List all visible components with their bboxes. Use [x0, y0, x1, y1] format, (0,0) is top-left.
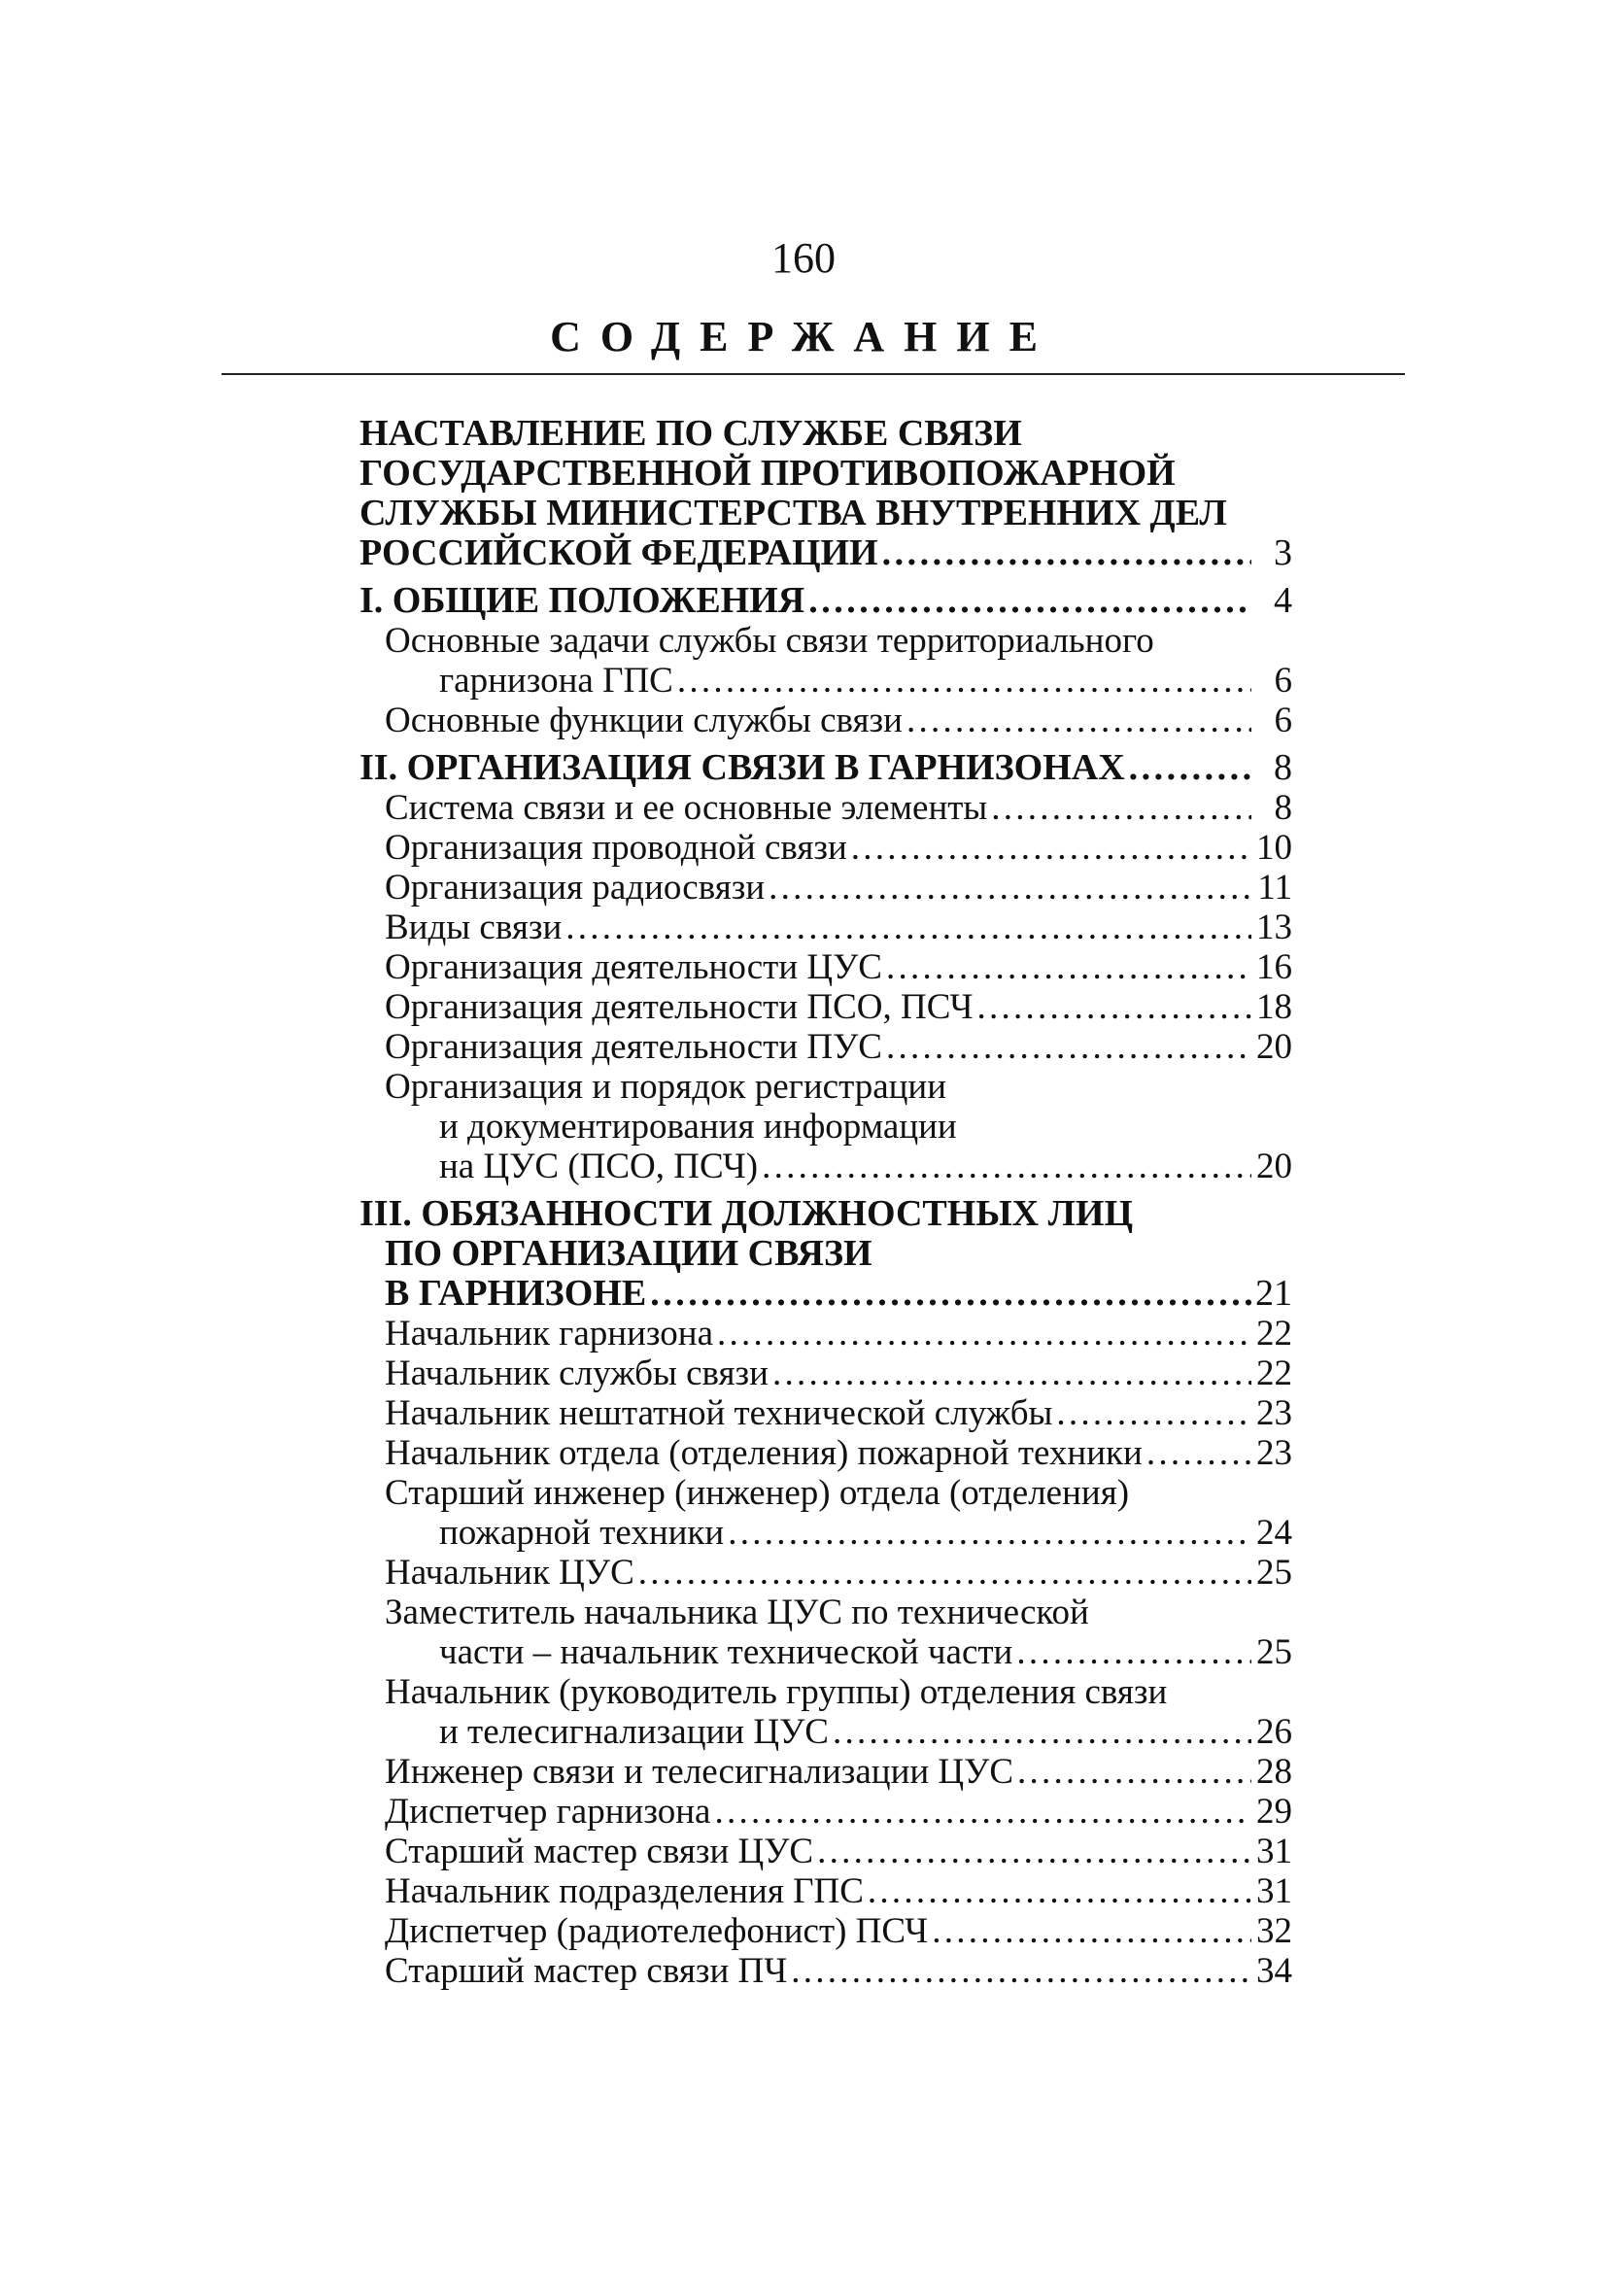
toc-entry-line: Основные задачи службы связи территориального	[385, 621, 1154, 661]
toc-entry-title: Начальник службы связи	[385, 1354, 769, 1393]
toc-page-number: 4	[1274, 580, 1292, 621]
dot-leader	[808, 581, 1251, 621]
toc-entry-title: Начальник ЦУС	[385, 1553, 634, 1593]
dot-leader	[882, 533, 1251, 573]
toc-entry	[359, 1473, 1292, 1553]
toc-entry-title: Старший мастер связи ЦУС	[385, 1832, 814, 1871]
dot-leader	[769, 868, 1251, 908]
toc-entry-title: Диспетчер гарнизона	[385, 1792, 711, 1832]
dot-leader	[1129, 748, 1251, 788]
toc-page-number: 25	[1256, 1553, 1292, 1593]
toc-page-number: 8	[1274, 788, 1292, 828]
toc-entry-title: I. ОБЩИЕ ПОЛОЖЕНИЯ	[359, 580, 805, 621]
toc-page-number: 26	[1256, 1712, 1292, 1752]
toc-entry-title: II. ОРГАНИЗАЦИЯ СВЯЗИ В ГАРНИЗОНАХ	[359, 747, 1125, 788]
toc-page-number: 10	[1256, 828, 1292, 868]
toc-entry	[359, 1911, 1292, 1951]
toc-entry-title: Организация деятельности ПСО, ПСЧ	[385, 987, 974, 1027]
toc-entry-title: В ГАРНИЗОНЕ	[385, 1273, 647, 1314]
toc-page-number: 23	[1256, 1433, 1292, 1473]
toc-entry	[359, 828, 1292, 868]
toc-page-number: 24	[1256, 1513, 1292, 1553]
toc-entry-line: Старший инженер (инженер) отдела (отделения)	[385, 1473, 1130, 1513]
toc-entry	[359, 1553, 1292, 1593]
dot-leader	[565, 908, 1251, 947]
toc-page-number: 8	[1274, 747, 1292, 788]
toc-entry	[359, 1792, 1292, 1832]
toc-entry-line: ГОСУДАРСТВЕННОЙ ПРОТИВОПОЖАРНОЙ	[359, 453, 1176, 494]
toc-page-number: 28	[1256, 1752, 1292, 1792]
toc-page-number: 22	[1256, 1354, 1292, 1393]
toc-entry-title: гарнизона ГПС	[439, 661, 673, 701]
dot-leader	[714, 1792, 1251, 1832]
toc-entry-title: Диспетчер (радиотелефонист) ПСЧ	[385, 1911, 929, 1951]
dot-leader	[886, 1027, 1251, 1067]
toc-page-number: 29	[1256, 1792, 1292, 1832]
toc-entry	[359, 1832, 1292, 1871]
dot-leader	[868, 1871, 1251, 1911]
toc-entry	[359, 1433, 1292, 1473]
toc-entry-title: Виды связи	[385, 908, 563, 947]
toc-page-number: 20	[1256, 1147, 1292, 1186]
toc-entry	[359, 788, 1292, 828]
toc-entry-title: Организация деятельности ЦУС	[385, 947, 882, 987]
dot-leader	[728, 1513, 1251, 1553]
toc-entry-title: Организация деятельности ПУС	[385, 1027, 882, 1067]
toc-page-number: 25	[1256, 1632, 1292, 1672]
dot-leader	[1016, 1632, 1251, 1672]
toc-entry	[359, 1393, 1292, 1433]
toc-entry-line: и документирования информации	[439, 1107, 957, 1147]
dot-leader	[1017, 1752, 1251, 1792]
toc-entry-title: Начальник нештатной технической службы	[385, 1393, 1053, 1433]
toc-entry	[359, 868, 1292, 908]
toc-page-number: 6	[1274, 701, 1292, 740]
toc-entry	[359, 1593, 1292, 1672]
toc-page-number: 23	[1256, 1393, 1292, 1433]
page-title: СОДЕРЖАНИЕ	[550, 313, 1057, 360]
toc-entry-title: РОССИЙСКОЙ ФЕДЕРАЦИИ	[359, 532, 878, 573]
toc-entry	[359, 1871, 1292, 1911]
toc-entry-title: Начальник гарнизона	[385, 1314, 714, 1354]
toc-page-number: 18	[1256, 987, 1292, 1027]
toc-entry	[359, 414, 1292, 573]
toc-entry	[359, 1752, 1292, 1792]
toc-entry	[359, 621, 1292, 701]
dot-leader	[772, 1354, 1251, 1393]
toc-entry	[359, 908, 1292, 947]
dot-leader	[833, 1712, 1251, 1752]
toc-entry-line: ПО ОРГАНИЗАЦИИ СВЯЗИ	[385, 1233, 872, 1274]
dot-leader	[886, 947, 1251, 987]
toc-entry-line: Заместитель начальника ЦУС по технической	[385, 1593, 1089, 1632]
toc-entry	[359, 1027, 1292, 1067]
toc-page-number: 13	[1256, 908, 1292, 947]
toc-entry-title: Организация радиосвязи	[385, 868, 766, 908]
toc-entry	[359, 1067, 1292, 1186]
toc-page-number: 3	[1274, 532, 1292, 573]
toc-entry-line: СЛУЖБЫ МИНИСТЕРСТВА ВНУТРЕННИХ ДЕЛ	[359, 493, 1227, 533]
dot-leader	[650, 1274, 1251, 1314]
dot-leader	[762, 1147, 1251, 1186]
toc-page-number: 11	[1257, 868, 1292, 908]
toc-entry	[359, 1194, 1292, 1314]
toc-entry-title: пожарной техники	[439, 1513, 725, 1553]
dot-leader	[906, 701, 1251, 740]
title-rule	[222, 373, 1405, 375]
toc-page-number: 31	[1256, 1871, 1292, 1911]
toc-entry-title: на ЦУС (ПСО, ПСЧ)	[439, 1147, 759, 1186]
dot-leader	[1146, 1433, 1251, 1473]
toc-entry	[359, 581, 1292, 621]
toc-entry-title: Инженер связи и телесигнализации ЦУС	[385, 1752, 1014, 1792]
toc-entry	[359, 1354, 1292, 1393]
dot-leader	[817, 1832, 1251, 1871]
toc-entry	[359, 1672, 1292, 1752]
dot-leader	[717, 1314, 1251, 1354]
dot-leader	[791, 1951, 1251, 1991]
toc-page-number: 22	[1256, 1314, 1292, 1354]
toc-page-number: 34	[1256, 1951, 1292, 1991]
toc-entry-title: Организация проводной связи	[385, 828, 847, 868]
page-number: 160	[771, 234, 836, 282]
dot-leader	[677, 661, 1251, 701]
toc-entry-title: Старший мастер связи ПЧ	[385, 1951, 788, 1991]
toc-page-number: 31	[1256, 1832, 1292, 1871]
toc-entry-title: части – начальник технической части	[439, 1632, 1013, 1672]
toc-page-number: 21	[1255, 1273, 1292, 1314]
dot-leader	[977, 987, 1251, 1027]
toc-entry-line: Начальник (руководитель группы) отделения связи	[385, 1672, 1168, 1712]
toc-entry-title: и телесигнализации ЦУС	[439, 1712, 829, 1752]
toc-entry-line: Организация и порядок регистрации	[385, 1067, 947, 1107]
toc-entry-title: Основные функции службы связи	[385, 701, 903, 740]
toc-page-number: 20	[1256, 1027, 1292, 1067]
toc-page-number: 6	[1274, 661, 1292, 701]
toc-entry	[359, 748, 1292, 788]
table-of-contents	[359, 414, 1292, 1991]
dot-leader	[932, 1911, 1251, 1951]
toc-entry	[359, 1951, 1292, 1991]
toc-entry	[359, 1314, 1292, 1354]
dot-leader	[851, 828, 1251, 868]
toc-entry	[359, 701, 1292, 740]
toc-entry-title: Система связи и ее основные элементы	[385, 788, 988, 828]
toc-entry-line: III. ОБЯЗАННОСТИ ДОЛЖНОСТНЫХ ЛИЦ	[359, 1193, 1134, 1234]
dot-leader	[638, 1553, 1251, 1593]
dot-leader	[1056, 1393, 1251, 1433]
toc-entry-title: Начальник отдела (отделения) пожарной техники	[385, 1433, 1143, 1473]
toc-page-number: 32	[1256, 1911, 1292, 1951]
toc-entry	[359, 987, 1292, 1027]
toc-entry-title: Начальник подразделения ГПС	[385, 1871, 864, 1911]
toc-page-number: 16	[1256, 947, 1292, 987]
dot-leader	[991, 788, 1251, 828]
toc-entry	[359, 947, 1292, 987]
toc-entry-line: НАСТАВЛЕНИЕ ПО СЛУЖБЕ СВЯЗИ	[359, 413, 1022, 454]
